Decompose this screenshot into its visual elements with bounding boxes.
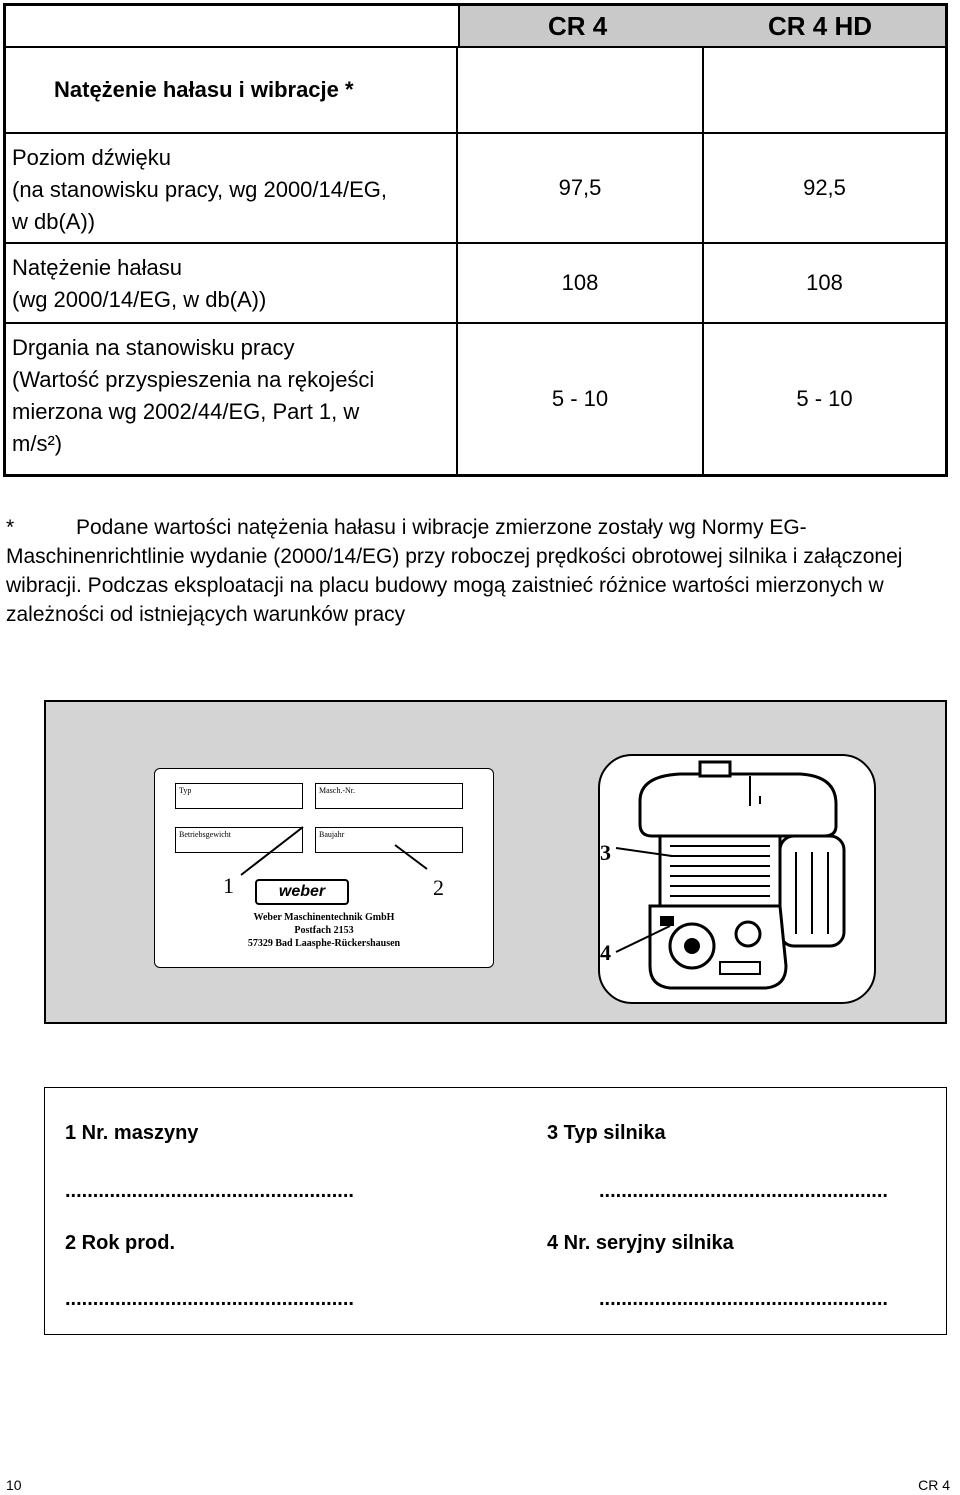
footnote-marker: * [6,516,15,539]
blank-machine-no: .................................................... [65,1180,354,1202]
legend-engine-type: 3 Typ silnika [547,1122,666,1144]
blank-engine-serial: .................................................... [599,1288,888,1310]
weber-logo: weber [255,879,349,905]
callout-3: 3 [600,840,611,865]
model-header-cr4: CR 4 [548,10,608,41]
table-row-noise [6,244,945,324]
engine-drawing [598,754,876,1004]
value-cr4hd: 92,5 [803,175,846,200]
value-cr4: 5 - 10 [458,324,704,474]
rating-plate-illustration [44,700,947,1024]
identification-legend [44,1087,947,1335]
table-row-vibration [6,324,945,474]
callout-2: 2 [433,875,444,900]
blank-engine-type: .................................................... [599,1180,888,1202]
company-name: Weber Maschinentechnik GmbH [253,912,395,923]
value-cr4hd: 108 [806,270,843,295]
footer-model: CR 4 [918,1477,950,1493]
blank-year: .................................................... [65,1288,354,1310]
value-cr4: 108 [458,244,704,322]
table-title-row [6,48,945,134]
footnote [6,513,936,629]
plate-field-weight: Betriebsgewicht [175,827,303,853]
table-header-row [6,6,945,48]
engine-icon [600,756,876,1004]
plate-field-year: Baujahr [315,827,463,853]
noise-vibration-table [3,3,948,477]
callout-4: 4 [600,940,611,965]
row-label: Poziom dźwięku (na stanowisku pracy, wg 2000/14/EG, w db(A)) [12,145,388,234]
plate-field-machine-no: Masch.-Nr. [315,783,463,809]
value-cr4hd: 5 - 10 [796,386,853,411]
value-cr4: 97,5 [458,134,704,242]
company-city: 57329 Bad Laasphe-Rückershausen [247,938,401,949]
callout-1: 1 [223,873,234,898]
rating-plate [154,768,494,968]
legend-machine-no: 1 Nr. maszyny [65,1122,199,1144]
legend-engine-serial: 4 Nr. seryjny silnika [547,1232,734,1254]
row-label: Drgania na stanowisku pracy (Wartość przyspieszenia na rękojeści mierzona wg 2002/44/EG, Part 1, w m/s²) [12,335,375,456]
table-title: Natężenie hałasu i wibracje * [54,77,354,102]
footnote-text: Podane wartości natężenia hałasu i wibracje zmierzone zostały wg Normy EG-Maschinenrichtlinie wydanie (2000/14/EG) przy roboczej prędkości obrotowej silnika i załączonej wibracji. Podczas eksploatacji na placu budowy mogą zaistnieć różnice wartości mierzonych w zależności od istniejących warunków pracy [6,516,903,626]
model-header-cr4hd: CR 4 HD [768,10,873,41]
plate-field-type: Typ [175,783,303,809]
legend-year: 2 Rok prod. [65,1232,176,1254]
page-number: 10 [6,1477,22,1493]
company-address: Postfach 2153 [294,925,354,936]
row-label: Natężenie hałasu (wg 2000/14/EG, w db(A)) [12,255,267,312]
table-row-sound-level [6,134,945,244]
